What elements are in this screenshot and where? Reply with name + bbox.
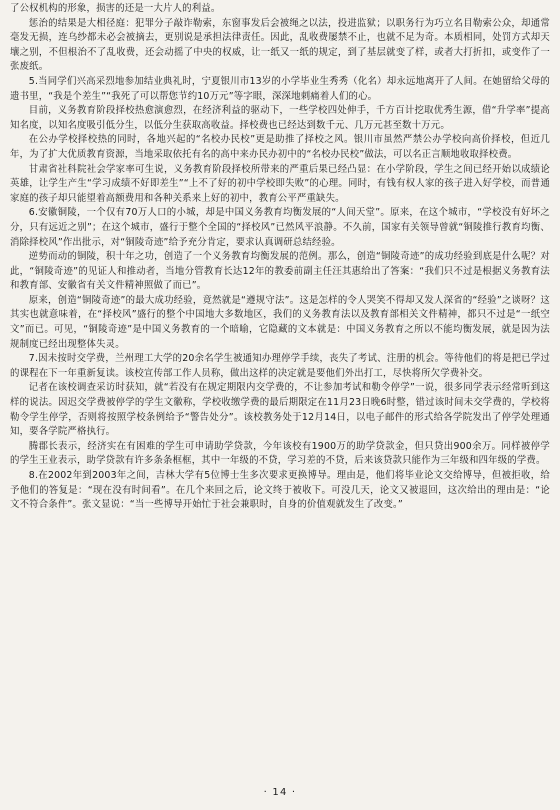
paragraph: 在公办学校择校热的同时，各地兴起的“名校办民校”更是助推了择校之风。银川市虽然严禁公办学校向高价择校，但近几年，为了扩大优质教育资源，当地采取依托有名的高中来办民办初中的“名校办民校”做法，可以名正言顺地收取择校费。	[10, 134, 550, 160]
paragraph: 7.因未按时交学费，兰州理工大学的20余名学生被通知办理停学手续，丧失了考试、注册的机会。等待他们的将是把已学过的课程在下一年重新复读。该校宣传部工作人员称，做出这样的决定就是要他们外出打工，尽快将所欠学费补交。	[10, 353, 550, 379]
paragraph: 6.安徽铜陵，一个仅有70万人口的小城，却是中国义务教育均衡发展的“人间天堂”。原来，在这个城市，“学校没有好坏之分，只有远近之别”；在这个城市，盛行于整个全国的“择校风”已然风平浪静。不久前，国家有关领导曾就“铜陵推行教育均衡、消除择校风”作出批示，对“铜陵奇迹”给予充分肯定，要求认真调研总结经验。	[10, 207, 550, 248]
paragraph: 记者在该校调查采访时获知，就“若没有在规定期限内交学费的，不让参加考试和勒令停学”一说，很多同学表示经常听到这样的说法。因迟交学费被停学的学生文徽称，学校收缴学费的最后期限定在11月23日晚6时整，错过该时间未交学费的，学校将勒令学生停学，否则将按照学校条例给予“警告处分”。该校教务处于12月14日，以电子邮件的形式给各学院发出了停学处理通知，要各学院严格执行。	[10, 382, 550, 438]
body-text	[10, 2, 550, 774]
paragraph: 5.当同学们兴高采烈地参加结业典礼时，宁夏银川市13岁的小学毕业生秀秀（化名）却永远地离开了人间。在她留给父母的遗书里，“我是个差生”“我死了可以帮您节约10万元”等字眼，深深地刺痛着人们的心。	[10, 75, 550, 102]
paragraph: 逆势而动的铜陵，积十年之功，创造了一个义务教育均衡发展的范例。那么，创造“铜陵奇迹”的成功经验到底是什么呢？对此，“铜陵奇迹”的见证人和推动者，当地分管教育长达12年的教委前副主任汪其惠给出了答案：“我们只不过是根据义务教育法和教育部、安徽省有关文件精神照做了而已”。	[10, 251, 550, 292]
paragraph: 惩治的结果是大相径庭：犯罪分子敲诈勒索，东窗事发后会被绳之以法，投进监狱；以职务行为巧立名目勒索公众，却通常毫发无损，连乌纱都未必会被摘去，更别说是承担法律责任。因此，乱收费屡禁不止，也就不足为奇。本质相同，处罚方式却天壤之别，不但根治不了乱收费，还会动摇了中央的权威，让一纸又一纸的规定，到了基层就变了样，或者大打折扣，或变作了一张废纸。	[10, 17, 550, 73]
paragraph: 甘肃省社科院社会学家率可生说，义务教育阶段择校所带来的严重后果已经凸显：在小学阶段，学生之间已经开始以成绩论英雄，让学生产生“学习成绩不好即差生”“上不了好的初中学校即失败”的心理。同时，有钱有权人家的孩子进入好学校，而普通家庭的孩子却只能望着高额费用和各种关系来上好的初中，教育公平严重缺失。	[10, 163, 550, 204]
page-number: · 14 ·	[263, 787, 297, 798]
paragraph: 目前，义务教育阶段择校热愈演愈烈，在经济利益的驱动下，一些学校四处伸手，千方百计挖取优秀生源，借“升学率”提高知名度，以知名度吸引低分生，以低分生获取高收益。择校费也已经达到数千元、几万元甚至数十万元。	[10, 105, 550, 131]
paragraph-continuation: 了公权机构的形象，损害的还是一大片人的利益。	[10, 3, 221, 14]
paragraph: 原来，创造“铜陵奇迹”的最大成功经验，竟然就是“遵规守法”。这是怎样的令人哭笑不得却又发人深省的“经验”之谈呀？这其实也就意味着，在“择校风”盛行的整个中国地大多数地区，我们的义务教育法以及教育部相关文件精神，都只不过是“一纸空文”而已。可见，“铜陵奇迹”是中国义务教育的一个暗喻，它隐藏的文本就是：中国义务教育之所以不能均衡发展，就是因为法规制度已经出现整体失灵。	[10, 294, 550, 350]
paragraph: 腾郡长表示，经济实在有困难的学生可申请助学贷款，今年该校有1900万的助学贷款金，但只贷出900余万。同样被停学的学生王业表示，助学贷款有许多条条框框，其中一年级的不贷，学习差的不贷，后来该贷款只能作为三年级和四年级的学费。	[10, 440, 550, 467]
paragraph: 8.在2002年到2003年之间，吉林大学有5位博士生多次要求更换博导。理由是，他们将毕业论文交给博导，但被拒收，给予他们的答复是：“现在没有时间看”。在几个来回之后，论文终于被收下。可没几天，论文又被退回，这次给出的理由是：“论文不符合条件”。张文显说：“当一些博导开始忙于社会兼职时，自身的价值观就发生了改变。”	[10, 470, 550, 511]
